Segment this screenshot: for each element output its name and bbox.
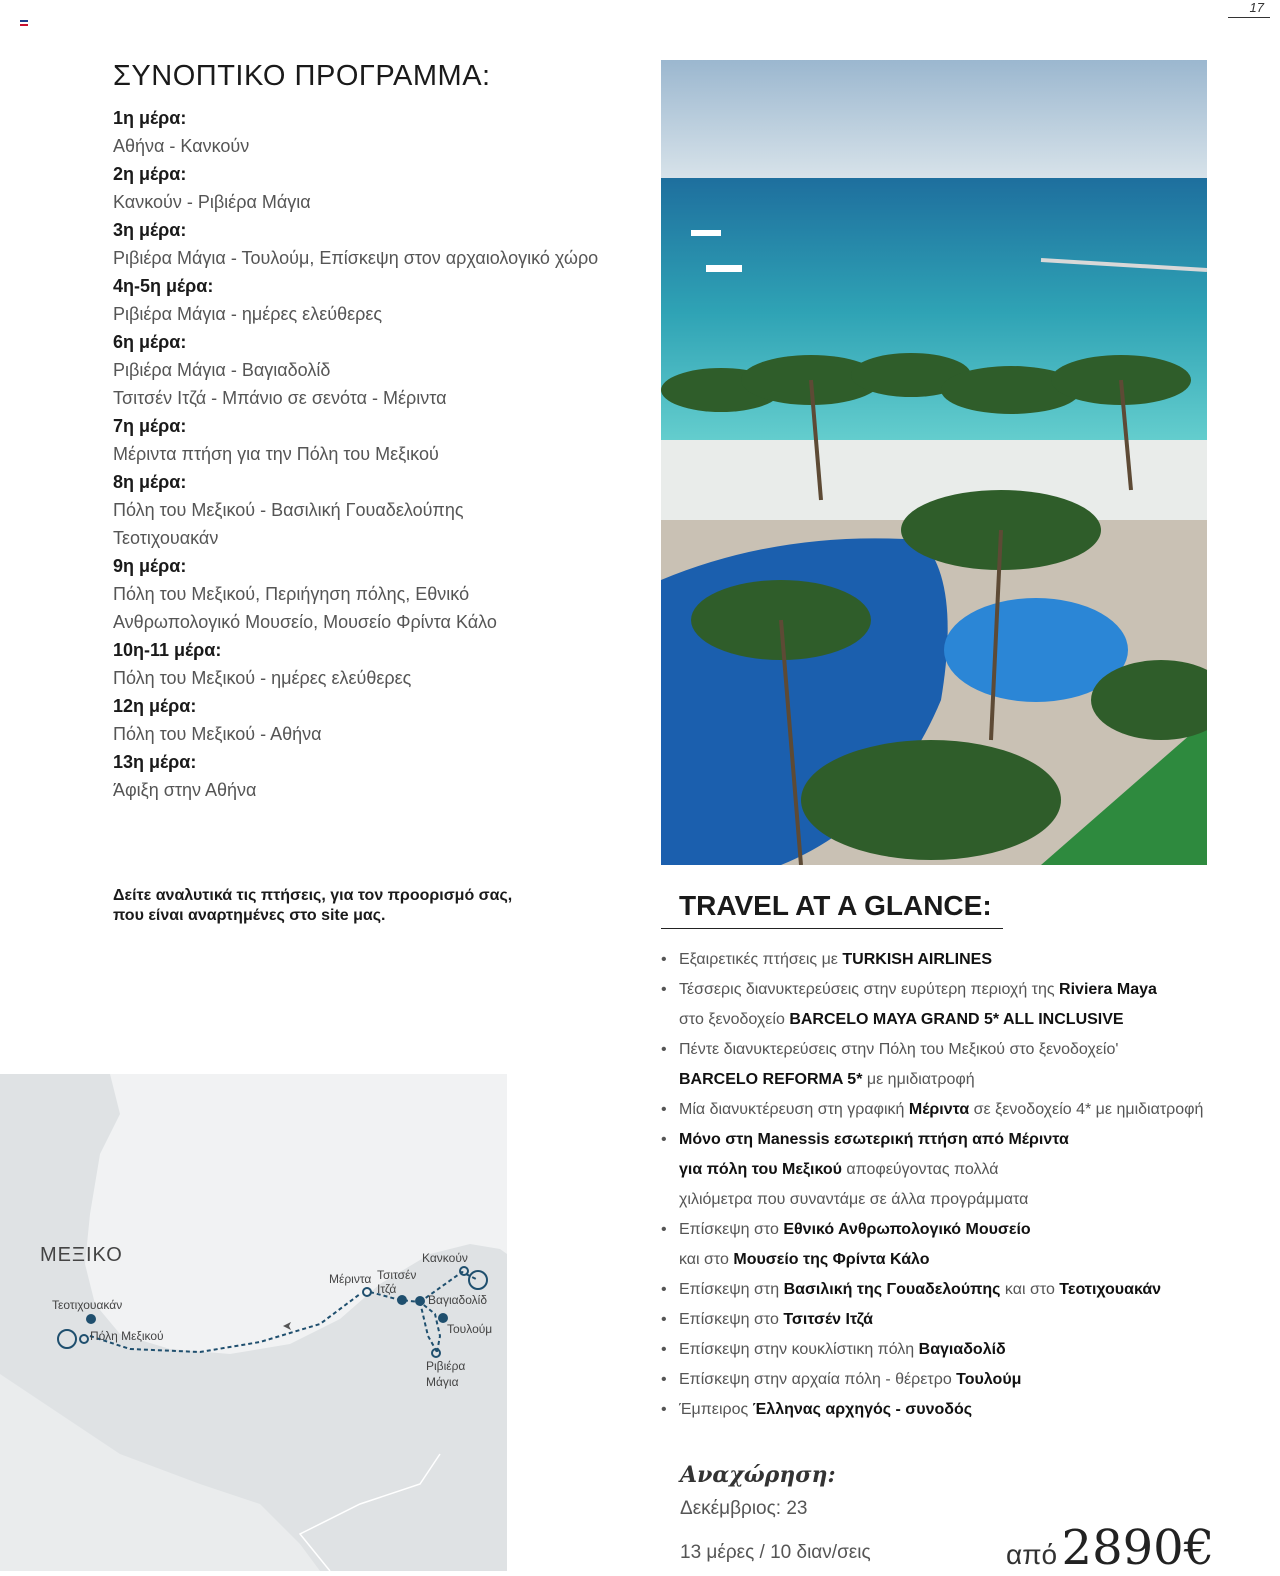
glance-highlight: Έλληνας αρχηγός - συνοδός [752,1401,973,1418]
program-day-label: 10η-11 μέρα: [113,640,222,660]
price-prefix: από [1006,1539,1058,1570]
glance-item-line [661,1005,1241,1035]
glance-item [661,1305,1241,1335]
glance-text: Τέσσερις διανυκτερεύσεις στην ευρύτερη περιοχή της [679,981,1060,998]
glance-text: Έμπειρος [679,1401,753,1418]
glance-item-line [661,1305,1241,1335]
glance-text: στο ξενοδοχείο [679,1011,790,1028]
glance-item-line [661,1365,1241,1395]
glance-highlight: Εθνικό Ανθρωπολογικό Μουσείο [783,1221,1031,1238]
program-day-label: 3η μέρα: [113,220,187,240]
price [1006,1520,1214,1576]
departure-label: Αναχώρηση: [680,1462,836,1488]
glance-highlight: για πόλη του Μεξικού [679,1161,842,1178]
bullet-icon: • [661,1281,667,1298]
glance-highlight: Τεοτιχουακάν [1059,1281,1162,1298]
trip-duration: 13 μέρες / 10 διαν/σεις [680,1542,871,1563]
glance-text: Επίσκεψη στο [679,1221,784,1238]
bullet-icon: • [661,1311,667,1328]
page-number: 17 [1249,0,1264,15]
bullet-icon: • [661,1041,667,1058]
resort-photo-graphic [661,60,1207,865]
glance-item [661,1215,1241,1275]
program-day-label: 6η μέρα: [113,332,187,352]
glance-item-line [661,1245,1241,1275]
bullet-icon: • [661,1221,667,1238]
bullet-icon: • [661,951,667,968]
glance-text: και στο [1000,1281,1060,1298]
map-label: Βαγιαδολίδ [428,1293,488,1307]
glance-text: και στο [679,1251,734,1268]
glance-item-line [661,1185,1241,1215]
bullet-icon: • [661,1101,667,1118]
glance-highlight: Τουλούμ [956,1371,1022,1388]
glance-text: αποφεύγοντας πολλά [841,1161,999,1178]
glance-item-line [661,1215,1241,1245]
glance-highlight: TURKISH AIRLINES [842,951,993,968]
glance-title: TRAVEL AT A GLANCE: [679,890,992,921]
glance-text: Μία διανυκτέρευση στη γραφική [679,1101,909,1118]
glance-item [661,1125,1241,1215]
program-day-label: 4η-5η μέρα: [113,276,214,296]
map-label: Κανκούν [422,1251,468,1265]
bullet-icon: • [661,1131,667,1148]
program-day [113,692,633,748]
glance-highlight: Μόνο στη Manessis εσωτερική πτήση από Μέριντα [679,1131,1069,1148]
glance-item-line [661,945,1241,975]
flights-note [113,886,573,926]
map-label: Τσιτσέν Ιτζά [377,1268,417,1296]
program-day-description: Πόλη του Μεξικού - Αθήνα [113,724,322,744]
flights-note-line: Δείτε αναλυτικά τις πτήσεις, για τον προορισμό σας, [113,887,513,904]
glance-highlight: Βαγιαδολίδ [918,1341,1006,1358]
glance-text: Πέντε διανυκτερεύσεις στην Πόλη του Μεξικού στο ξενοδοχείο' [679,1041,1119,1058]
map-label: Τουλούμ [447,1322,493,1336]
program-day-label: 2η μέρα: [113,164,187,184]
program-day [113,636,633,692]
program-day [113,272,633,328]
glance-item [661,1365,1241,1395]
program-day-description: Πόλη του Μεξικού - ημέρες ελεύθερες [113,668,412,688]
glance-item-line [661,1065,1241,1095]
bullet-icon: • [661,981,667,998]
program-day-label: 13η μέρα: [113,752,197,772]
program-day-description: Αθήνα - Κανκούν [113,136,250,156]
bullet-icon: • [661,1401,667,1418]
program-day [113,748,633,804]
program-day [113,216,633,272]
map-label: Μέριντα [329,1272,372,1286]
program-day-description: Ριβιέρα Μάγια - Τουλούμ, Επίσκεψη στον αρχαιολογικό χώρο [113,248,599,268]
glance-text: Επίσκεψη στην αρχαία πόλη - θέρετρο [679,1371,957,1388]
glance-item-line [661,1035,1241,1065]
glance-item [661,975,1241,1035]
program-day-label: 7η μέρα: [113,416,187,436]
program-day-description: Ανθρωπολογικό Μουσείο, Μουσείο Φρίντα Κάλο [113,612,497,632]
flights-note-line: που είναι αναρτημένες στο site μας. [113,907,386,924]
program-day [113,552,633,636]
program-day [113,468,633,552]
glance-item-line [661,1125,1241,1155]
glance-item [661,1275,1241,1305]
map-label: Ριβιέρα Μάγια [426,1359,466,1389]
glance-item [661,1335,1241,1365]
glance-item [661,1035,1241,1095]
program-day-description: Ριβιέρα Μάγια - Βαγιαδολίδ [113,360,331,380]
program-day [113,328,633,412]
map-label: Πόλη Μεξικού [90,1329,164,1343]
glance-text: σε ξενοδοχείο 4* με ημιδιατροφή [969,1101,1204,1118]
page-number-rule [1228,17,1270,18]
program-day-label: 9η μέρα: [113,556,187,576]
glance-highlight: BARCELO MAYA GRAND 5* ALL INCLUSIVE [789,1011,1124,1028]
glance-text: Επίσκεψη στην κουκλίστικη πόλη [679,1341,919,1358]
program-day-description: Πόλη του Μεξικού, Περιήγηση πόλης, Εθνικό [113,584,470,604]
resort-photo [661,60,1207,865]
language-flag-icon[interactable] [20,20,28,26]
program-day [113,160,633,216]
glance-item-line [661,1395,1241,1425]
map-country-label: ΜΕΞΙΚΟ [40,1244,123,1266]
glance-highlight: Βασιλική της Γουαδελούπης [783,1281,1001,1298]
bullet-icon: • [661,1341,667,1358]
route-map-graphic [0,1074,507,1571]
glance-item-line [661,975,1241,1005]
program-day [113,104,633,160]
glance-highlight: BARCELO REFORMA 5* [679,1071,863,1088]
program-title: ΣΥΝΟΠΤΙΚΟ ΠΡΟΓΡΑΜΜΑ: [113,60,491,92]
glance-item [661,945,1241,975]
glance-text: χιλιόμετρα που συναντάμε σε άλλα προγράμματα [679,1191,1029,1208]
program-day-description: Ριβιέρα Μάγια - ημέρες ελεύθερες [113,304,383,324]
glance-highlight: Τσιτσέν Ιτζά [783,1311,873,1328]
glance-item-line [661,1155,1241,1185]
program-day-description: Άφιξη στην Αθήνα [113,780,257,800]
glance-item [661,1095,1241,1125]
program-day-label: 12η μέρα: [113,696,197,716]
program-day-description: Μέριντα πτήση για την Πόλη του Μεξικού [113,444,439,464]
map-label: Τεοτιχουακάν [52,1298,123,1312]
glance-text: Εξαιρετικές πτήσεις με [679,951,843,968]
glance-item-line [661,1335,1241,1365]
glance-highlight: Μουσείο της Φρίντα Κάλο [733,1251,930,1268]
program-day-label: 1η μέρα: [113,108,187,128]
glance-list [661,945,1241,1425]
program-day [113,412,633,468]
route-map [0,1074,507,1571]
glance-title-rule [661,928,1003,929]
program-days [113,104,633,804]
glance-text: Επίσκεψη στη [679,1281,784,1298]
program-day-description: Πόλη του Μεξικού - Βασιλική Γουαδελούπης [113,500,464,520]
glance-item [661,1395,1241,1425]
glance-highlight: Μέριντα [908,1101,970,1118]
glance-item-line [661,1095,1241,1125]
glance-highlight: Riviera Maya [1059,981,1157,998]
glance-text: με ημιδιατροφή [862,1071,975,1088]
departure-date: Δεκέμβριος: 23 [680,1498,808,1519]
glance-item-line [661,1275,1241,1305]
program-day-description: Τεοτιχουακάν [113,528,219,548]
program-day-description: Τσιτσέν Ιτζά - Μπάνιο σε σενότα - Μέριντα [113,388,447,408]
price-value: 2890€ [1061,1520,1215,1576]
program-day-label: 8η μέρα: [113,472,187,492]
glance-text: Επίσκεψη στο [679,1311,784,1328]
program-day-description: Κανκούν - Ριβιέρα Μάγια [113,192,311,212]
bullet-icon: • [661,1371,667,1388]
